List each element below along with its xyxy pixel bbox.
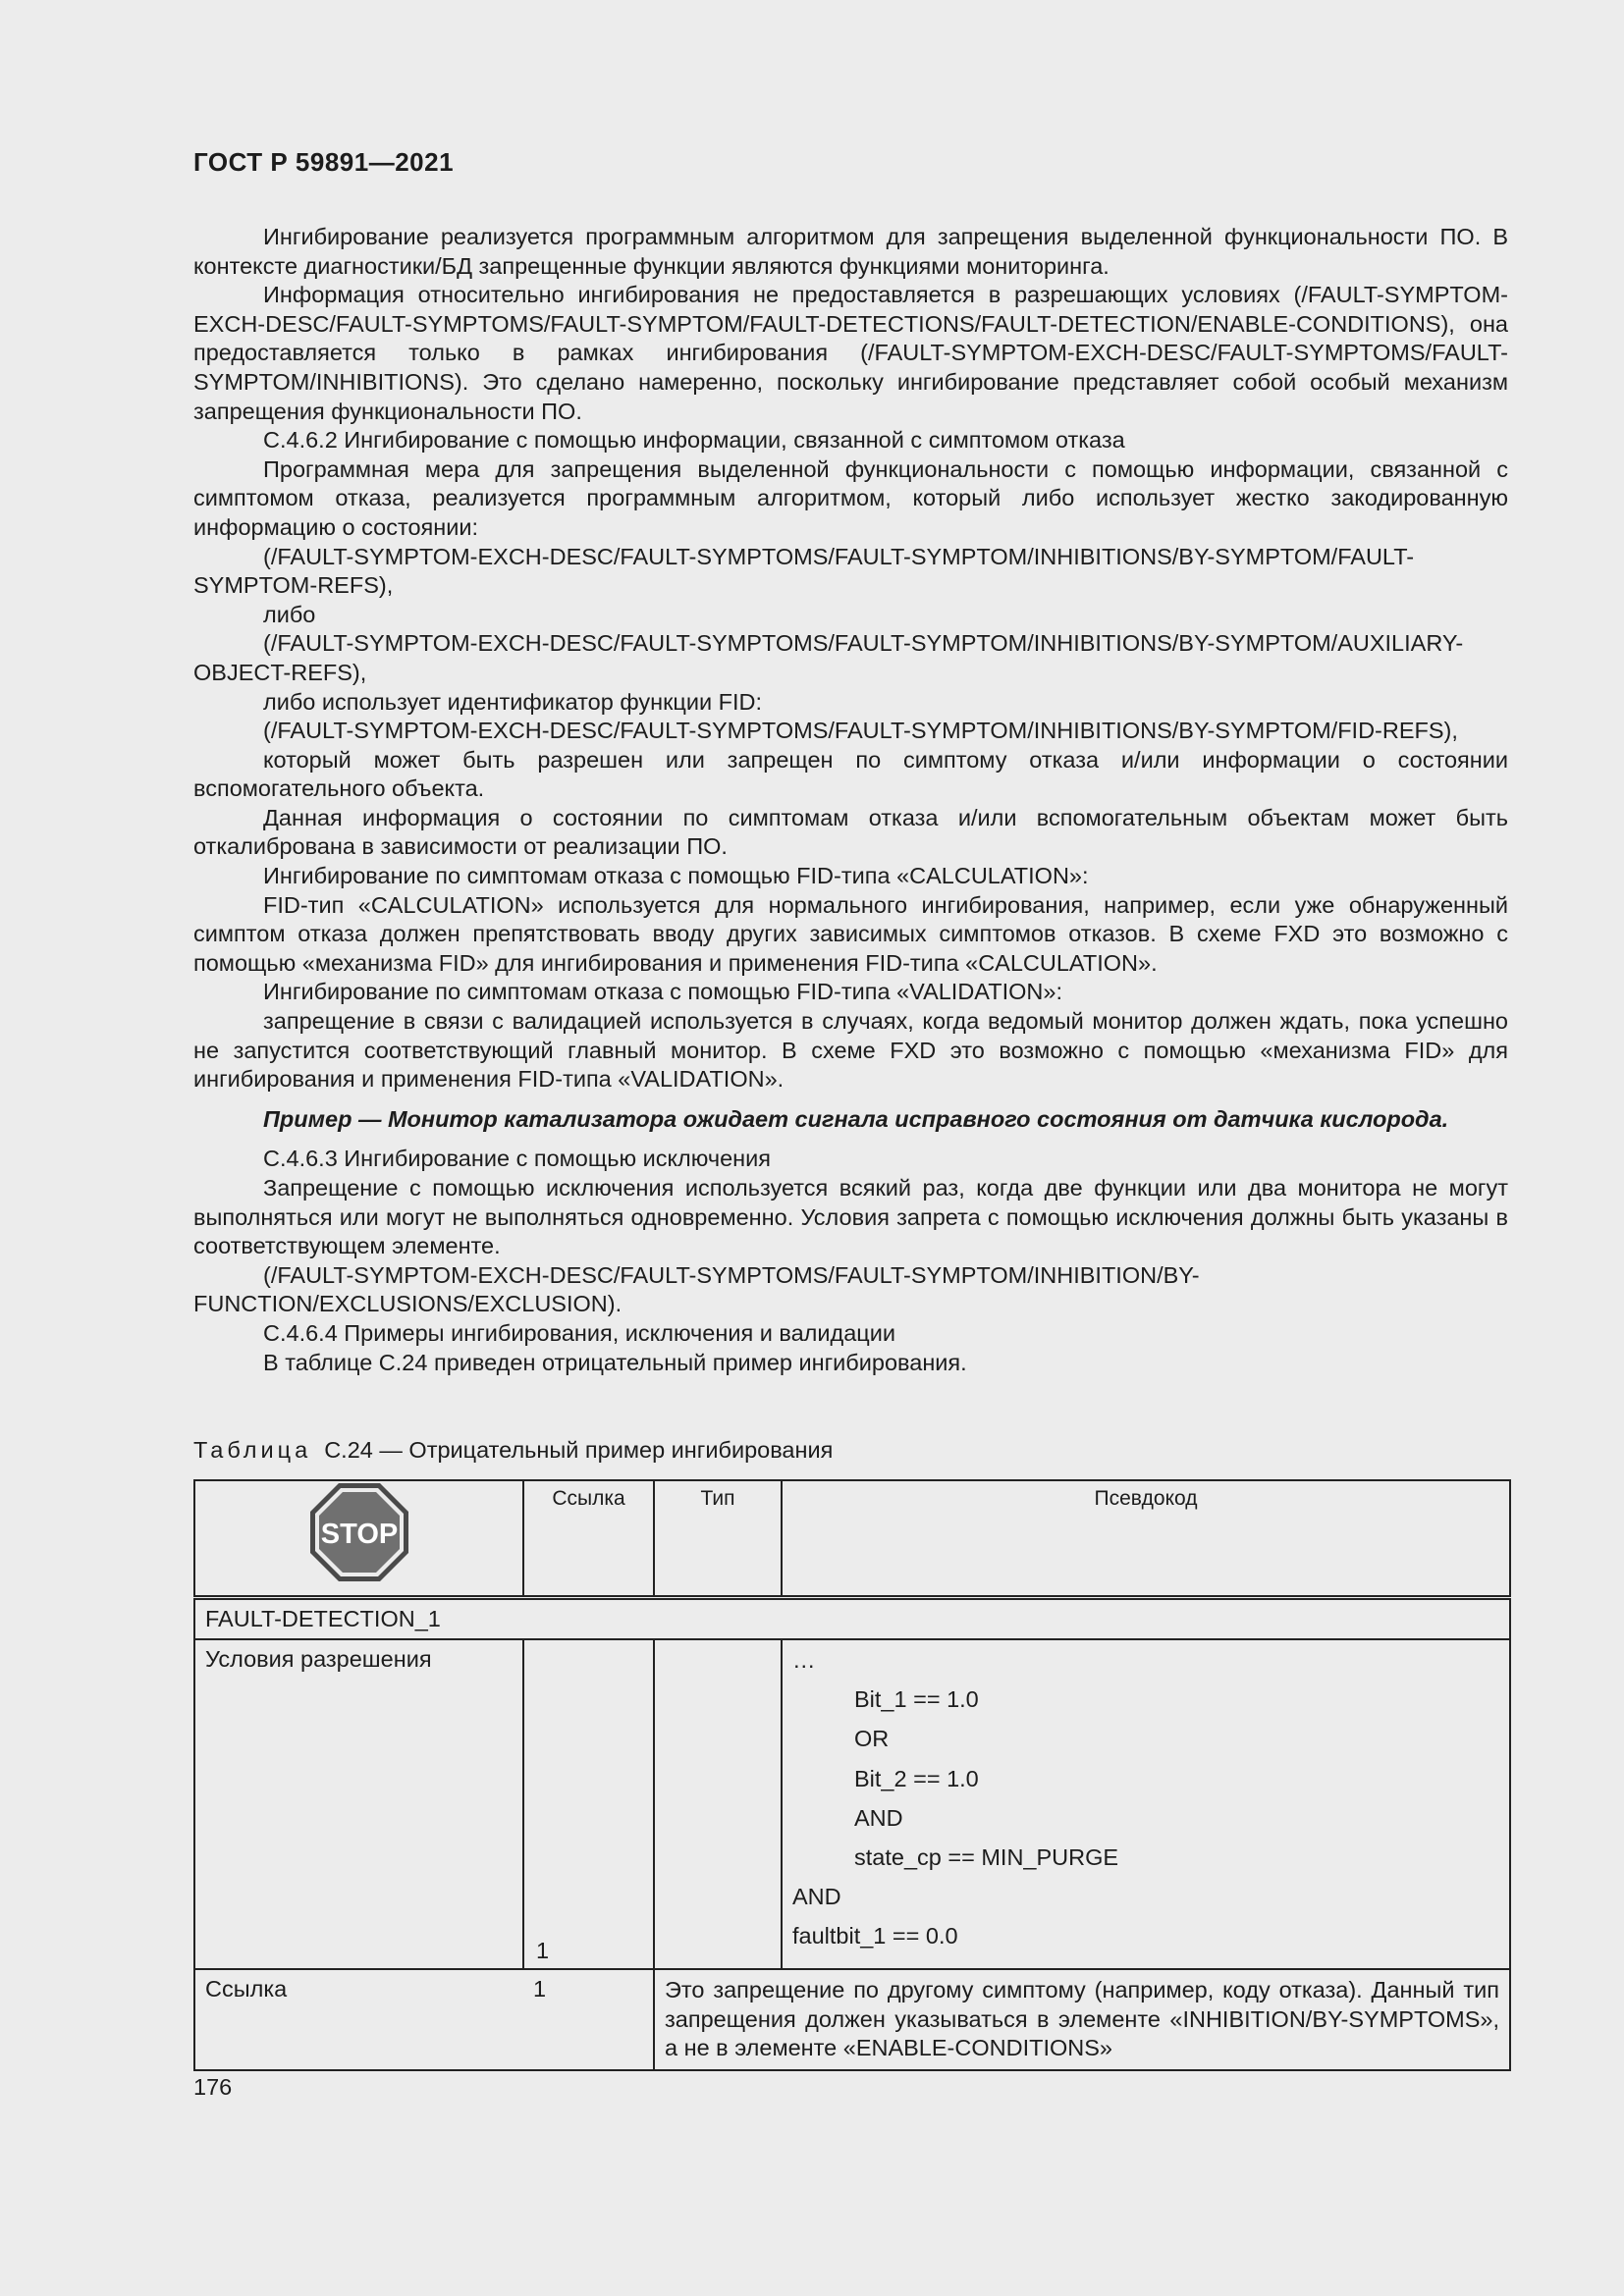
code-line: AND <box>792 1884 841 1910</box>
cond-label: Условия разрешения <box>194 1639 523 1969</box>
code-line: Bit_2 == 1.0 <box>854 1765 979 1791</box>
paragraph: Ингибирование по симптомам отказа с помощью FID-типа «CALCULATION»: <box>263 863 1089 889</box>
stop-sign-label: STOP <box>320 1519 398 1550</box>
stop-sign-icon <box>308 1481 410 1583</box>
table-caption-title: С.24 — Отрицательный пример ингибирования <box>311 1437 834 1463</box>
section-heading-c462: С.4.6.2 Ингибирование с помощью информации, связанной с симптомом отказа <box>263 427 1125 454</box>
section-label: FAULT-DETECTION_1 <box>194 1598 1510 1640</box>
paragraph: либо <box>263 601 316 627</box>
table-caption <box>193 1437 833 1464</box>
paragraph: FID-тип «CALCULATION» используется для нормального ингибирования, например, если уже обнаруженный симптом отказа должен препятствовать вводу других зависимых симптомов отказов. В схеме FXD это возможно с помощью «механизма FID» для ингибирования и применения FID-типа «CALCULATION». <box>193 891 1508 976</box>
code-line: Bit_1 == 1.0 <box>854 1686 979 1713</box>
section-heading-c463: С.4.6.3 Ингибирование с помощью исключения <box>263 1146 771 1172</box>
header-pseudocode: Псевдокод <box>782 1480 1510 1598</box>
page-number: 176 <box>193 2074 233 2100</box>
ref-number: 1 <box>523 1969 654 2070</box>
header-type: Тип <box>654 1480 782 1598</box>
path-reference: (/FAULT-SYMPTOM-EXCH-DESC/FAULT-SYMPTOMS/FAULT-SYMPTOM/INHIBITIONS/BY-SYMPTOM/FAULT-SYMPTOM-REFS), <box>193 543 1415 599</box>
paragraph: запрещение в связи с валидацией используется в случаях, когда ведомый монитор должен ждать, пока успешно не запустится соответствующий главный монитор. В схеме FXD это возможно с помощью «механизма FID» для ингибирования и применения FID-типа «VALIDATION». <box>193 1008 1508 1093</box>
paragraph: Запрещение с помощью исключения используется всякий раз, когда две функции или два монитора не могут выполняться или могут не выполняться одновременно. Условия запрета с помощью исключения должны быть указаны в соответствующем элементе. <box>193 1175 1508 1259</box>
table-caption-word: Таблица <box>193 1437 312 1463</box>
paragraph: Ингибирование реализуется программным алгоритмом для запрещения выделенной функциональности ПО. В контексте диагностики/БД запрещенные функции являются функциями мониторинга. <box>193 224 1508 279</box>
path-reference: (/FAULT-SYMPTOM-EXCH-DESC/FAULT-SYMPTOMS/FAULT-SYMPTOM/INHIBITIONS/BY-SYMPTOM/AUXILIARY-OBJECT-REFS), <box>193 630 1464 685</box>
code-line: AND <box>854 1804 903 1831</box>
pseudocode-cell <box>782 1639 1510 1969</box>
paragraph: Данная информация о состоянии по симптомам отказа и/или вспомогательным объектам может быть откалибрована в зависимости от реализации ПО. <box>193 804 1508 860</box>
cond-type-cell <box>654 1639 782 1969</box>
path-reference: (/FAULT-SYMPTOM-EXCH-DESC/FAULT-SYMPTOMS/FAULT-SYMPTOM/INHIBITION/BY-FUNCTION/EXCLUSIONS/EXCLUSION). <box>193 1261 1200 1317</box>
paragraph: который может быть разрешен или запрещен по симптому отказа и/или информации о состоянии вспомогательного объекта. <box>193 746 1508 802</box>
code-line: OR <box>854 1726 890 1752</box>
paragraph: В таблице С.24 приведен отрицательный пример ингибирования. <box>263 1349 967 1375</box>
cond-ref-cell <box>523 1639 654 1969</box>
code-line: … <box>792 1647 816 1673</box>
stop-sign-cell <box>194 1480 523 1598</box>
path-reference: (/FAULT-SYMPTOM-EXCH-DESC/FAULT-SYMPTOMS/FAULT-SYMPTOM/INHIBITIONS/BY-SYMPTOM/FID-REFS), <box>263 718 1458 744</box>
paragraph: Информация относительно ингибирования не предоставляется в разрешающих условиях (/FAULT-SYMPTOM-EXCH-DESC/FAULT-SYMPTOMS/FAULT-SYMPTOM/FAULT-DETECTIONS/FAULT-DETECTION/ENABLE-CONDITIONS), она предоставляется только в рамках ингибирования (/FAULT-SYMPTOM-EXCH-DESC/FAULT-SYMPTOMS/FAULT-SYMPTOM/INHIBITIONS). Это сделано намеренно, поскольку ингибирование представляет собой особый механизм запрещения функциональности ПО. <box>193 282 1508 424</box>
section-heading-c464: С.4.6.4 Примеры ингибирования, исключения и валидации <box>263 1319 896 1346</box>
ref-description: Это запрещение по другому симптому (например, коду отказа). Данный тип запрещения должен указываться в элементе «INHIBITION/BY-SYMPTOMS», а не в элементе «ENABLE-CONDITIONS» <box>654 1969 1510 2070</box>
header-ref: Ссылка <box>523 1480 654 1598</box>
example-table <box>193 1479 1511 2071</box>
paragraph: Программная мера для запрещения выделенной функциональности с помощью информации, связанной с симптомом отказа, реализуется программным алгоритмом, который либо использует жестко закодированную информацию о состоянии: <box>193 455 1508 540</box>
example-note: Пример — Монитор катализатора ожидает сигнала исправного состояния от датчика кислорода. <box>263 1105 1449 1132</box>
code-line: faultbit_1 == 0.0 <box>792 1923 958 1949</box>
paragraph: либо использует идентификатор функции FID: <box>263 688 763 715</box>
code-line: state_cp == MIN_PURGE <box>854 1843 1119 1870</box>
paragraph: Ингибирование по симптомам отказа с помощью FID-типа «VALIDATION»: <box>263 979 1062 1005</box>
ref-label: Ссылка <box>194 1969 523 2070</box>
body-text <box>193 223 1508 1377</box>
document-code: ГОСТ Р 59891—2021 <box>193 147 455 177</box>
cond-ref: 1 <box>536 1938 550 1963</box>
